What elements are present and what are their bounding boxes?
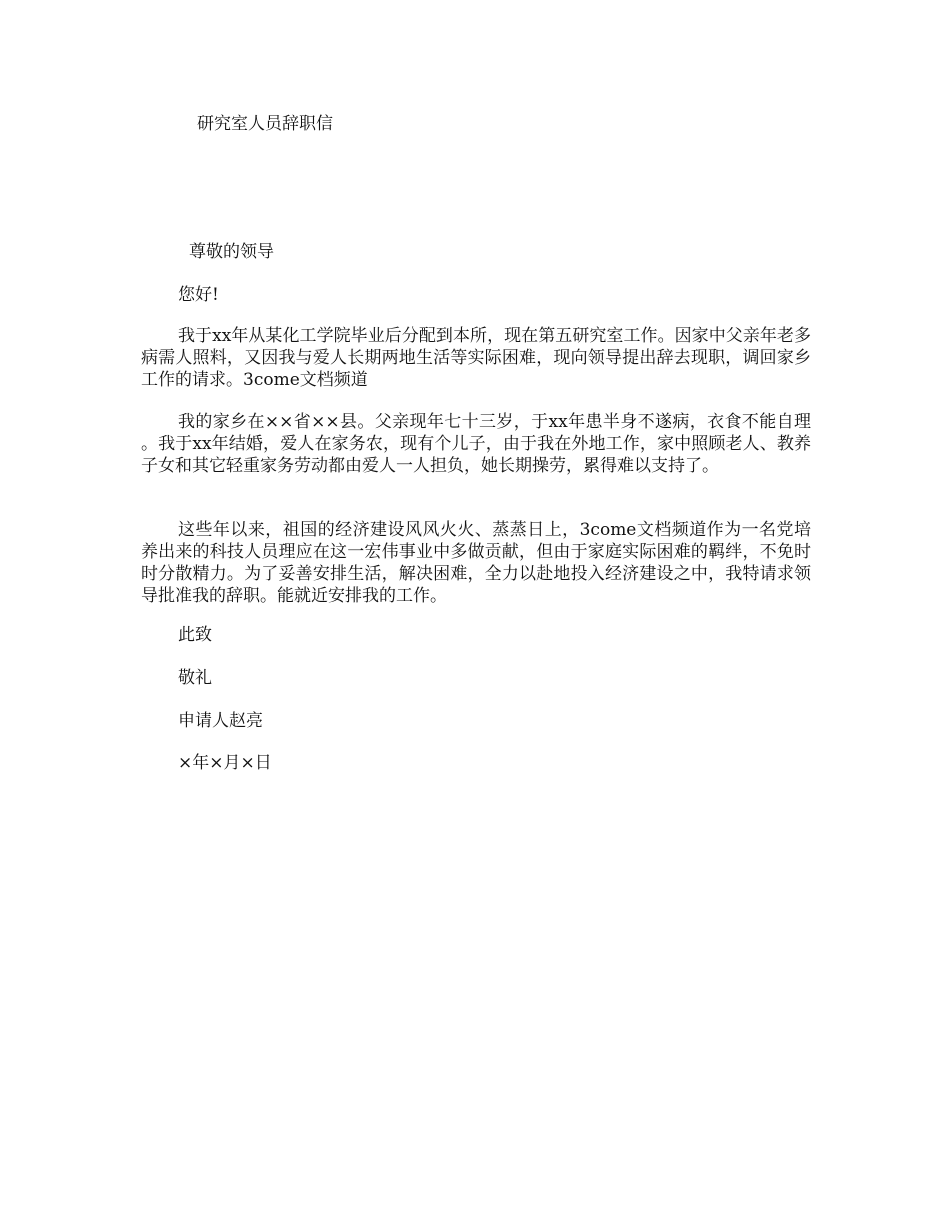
body-paragraph-3: 这些年以来，祖国的经济建设风风火火、蒸蒸日上，3come文档频道作为一名党培养出来的科技人员理应在这一宏伟事业中多做贡献，但由于家庭实际困难的羁绊，不免时时分散精力。为了妥善安排生活，解决困难，全力以赴地投入经济建设之中，我特请求领导批准我的辞职。能就近安排我的工作。 bbox=[141, 520, 811, 606]
signature: 申请人赵亮 bbox=[178, 711, 263, 731]
body-paragraph-2: 我的家乡在××省××县。父亲现年七十三岁，于xx年患半身不遂病，衣食不能自理。我于xx年结婚，爱人在家务农，现有个儿子，由于我在外地工作，家中照顾老人、教养子女和其它轻重家务劳动都由爱人一人担负，她长期操劳，累得难以支持了。 bbox=[141, 412, 811, 476]
salutation: 尊敬的领导 bbox=[189, 242, 274, 262]
letter-title: 研究室人员辞职信 bbox=[197, 114, 333, 134]
closing-cizhi: 此致 bbox=[178, 625, 212, 645]
greeting: 您好! bbox=[178, 285, 219, 305]
letter-date: ×年×月×日 bbox=[178, 753, 272, 773]
body-paragraph-1: 我于xx年从某化工学院毕业后分配到本所，现在第五研究室工作。因家中父亲年老多病需人照料，又因我与爱人长期两地生活等实际困难，现向领导提出辞去现职，调回家乡工作的请求。3come文档频道 bbox=[141, 326, 811, 390]
closing-jingli: 敬礼 bbox=[178, 668, 212, 688]
